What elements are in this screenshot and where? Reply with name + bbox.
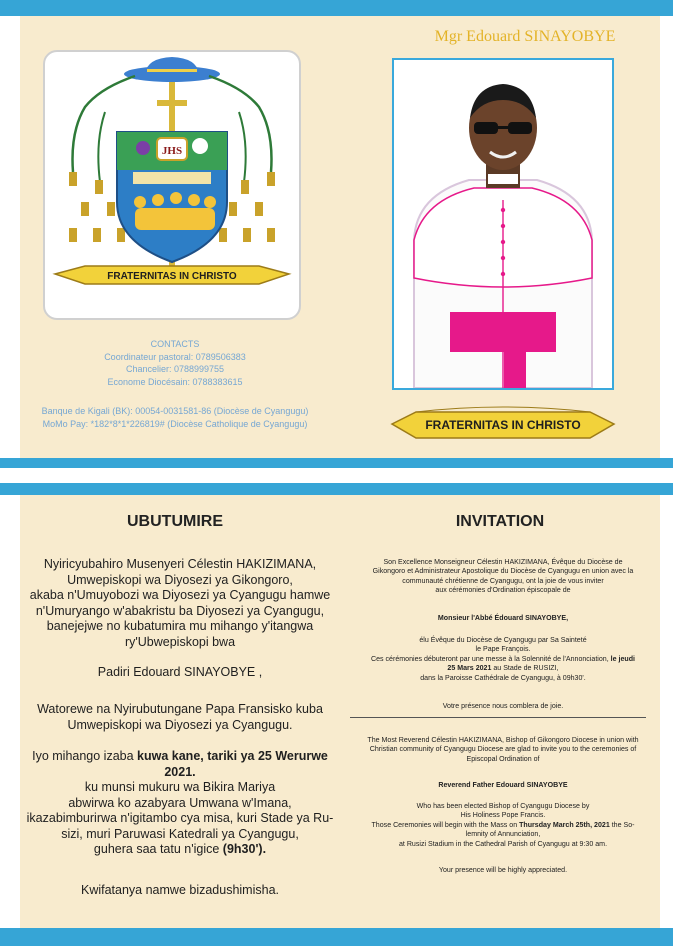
en-line: lemnity of Annunciation, (465, 829, 541, 839)
kinya-paragraph-1 (20, 557, 340, 650)
english-closing (350, 865, 657, 874)
fr-line: communauté chrétienne de Cyangugu, ont la joie de vous inviter (402, 575, 604, 585)
kinyarwanda-title: UBUTUMIRE (127, 513, 223, 530)
bishop-name-title: Mgr Edouard SINAYOBYE (434, 28, 616, 45)
en-line: The Most Reverend Célestin HAKIZIMANA, Bishop of Gikongoro Diocese in union with (367, 735, 639, 744)
bank-block (20, 405, 330, 430)
kinya-name: Padiri Edouard SINAYOBYE , (97, 665, 263, 679)
motto-ribbon-graphic (390, 400, 616, 448)
english-priest-name (350, 780, 657, 789)
kinya-line: ry'Ubwepiskopi bwa (124, 634, 236, 649)
motto-text: FRATERNITAS IN CHRISTO (425, 418, 581, 432)
english-paragraph-1 (350, 735, 657, 763)
kinya-ceremony-date: Iyo mihango izaba kuwa kane, tariki ya 25 Werurwe 2021. (32, 749, 328, 779)
fr-line: élu Évêque du Diocèse de Cyangugu par Sa Sainteté (419, 635, 587, 644)
fr-line: le Pape François. (475, 644, 531, 654)
portrait-illustration (394, 60, 612, 388)
coat-of-arms-monogram: JHS (161, 145, 183, 157)
kinya-line: banejejwe no kubatumira mu mihango y'itangwa (46, 619, 314, 633)
middle-bar-upper (0, 458, 673, 468)
fr-line: Son Excellence Monseigneur Célestin HAKIZIMANA, Évêque du Diocèse de (383, 557, 623, 566)
en-line: Episcopal Ordination of (466, 753, 540, 763)
en-name: Reverend Father Edouard SINAYOBYE (438, 780, 568, 789)
french-paragraph-1 (350, 557, 657, 595)
kinya-priest-name (20, 665, 340, 681)
contact-econome: Econome Diocésain: 0788383615 (107, 376, 243, 387)
contact-coordinator: Coordinateur pastoral: 0789506383 (104, 351, 246, 362)
kinya-line: Umwepiskopi wa Diyosezi ya Gikongoro, (67, 572, 293, 587)
invitation-card (20, 495, 660, 928)
french-paragraph-2 (350, 635, 657, 682)
kinya-line: akaba n'Umuyobozi wa Diyosezi ya Cyangugu hamwe (29, 588, 331, 602)
kinya-line: Nyiricyubahiro Musenyeri Célestin HAKIZIMANA, (43, 557, 317, 571)
contacts-block (20, 338, 330, 388)
kinya-line: ku munsi mukuru wa Bikira Mariya (84, 780, 276, 794)
kinya-paragraph-3 (20, 749, 340, 858)
fr-ceremony-date: 25 Mars 2021 au Stade de RUSIZI, (447, 663, 559, 673)
kinya-closing (20, 883, 340, 899)
en-line: Who has been elected Bishop of Cyangugu Diocese by (416, 801, 590, 810)
contact-chancellor: Chancelier: 0788999755 (125, 364, 225, 374)
kinya-closing-line: Kwifatanya namwe bizadushimisha. (80, 883, 280, 897)
kinya-line: abwirwa ko azabyara Umwana w'Imana, (68, 795, 292, 810)
invitation-title: INVITATION (455, 513, 545, 530)
kinya-ceremony-time: guhera saa tatu n'igice (9h30'). (93, 842, 267, 856)
fr-line: dans la Paroisse Cathédrale de Cyangugu, à 09h30'. (420, 672, 586, 682)
en-line: Christian community of Cyangugu Diocese are glad to invite you to the ceremonies of (369, 744, 637, 754)
coat-of-arms-image (45, 52, 299, 318)
bank-account: Banque de Kigali (BK): 00054-0031581-86 (Diocèse de Cyangugu) (41, 406, 309, 416)
en-line: at Rusizi Stadium in the Cathedral Parish of Cyangugu at 9:30 am. (398, 838, 608, 848)
fr-closing-line: Votre présence nous comblera de joie. (442, 701, 564, 710)
french-closing (350, 701, 657, 710)
bottom-bar (0, 928, 673, 946)
french-priest-name (350, 613, 657, 622)
en-closing-line: Your presence will be highly appreciated. (438, 865, 568, 874)
momo-pay: MoMo Pay: *182*8*1*226819# (Diocèse Catholique de Cyangugu) (42, 418, 308, 429)
kinya-line: Watorewe na Nyirubutungane Papa Fransisko kuba (37, 702, 323, 716)
en-line: His Holiness Pope Francis. (460, 810, 546, 820)
bishop-portrait (392, 58, 614, 390)
kinya-line: n'Umuryango w'abakristu ba Diyosezi ya Cyangugu, (35, 603, 325, 618)
kinya-paragraph-2 (20, 702, 340, 733)
fr-line: Gikongoro et Administrateur Apostolique du Diocèse de Cyangugu en union avec la (372, 566, 634, 576)
coat-of-arms-motto: FRATERNITAS IN CHRISTO (107, 271, 237, 282)
middle-bar-lower (0, 483, 673, 495)
fr-ceremony-line: Ces cérémonies débuteront par une messe à la Solennité de l'Annonciation, le jeudi (370, 653, 635, 663)
kinya-line: Umwepiskopi wa Diyosezi ya Cyangugu. (67, 717, 293, 732)
coat-of-arms-frame (43, 50, 301, 320)
contacts-heading: CONTACTS (150, 339, 200, 349)
language-divider (350, 717, 646, 718)
kinya-line: sizi, muri Paruwasi Katedrali ya Cyangugu, (61, 826, 299, 841)
fr-name: Monsieur l'Abbé Édouard SINAYOBYE, (437, 613, 569, 622)
profile-card (20, 16, 660, 458)
motto-ribbon (390, 400, 616, 448)
en-ceremony-line: Those Ceremonies will begin with the Mass on Thursday March 25th, 2021 the So- (371, 819, 635, 829)
fr-line: aux cérémonies d'Ordination épiscopale de (435, 585, 571, 595)
kinya-line: ikazabimburirwa n'igitambo cya misa, kuri Stade ya Ru- (26, 811, 334, 825)
top-bar (0, 0, 673, 16)
english-paragraph-2 (350, 801, 657, 848)
